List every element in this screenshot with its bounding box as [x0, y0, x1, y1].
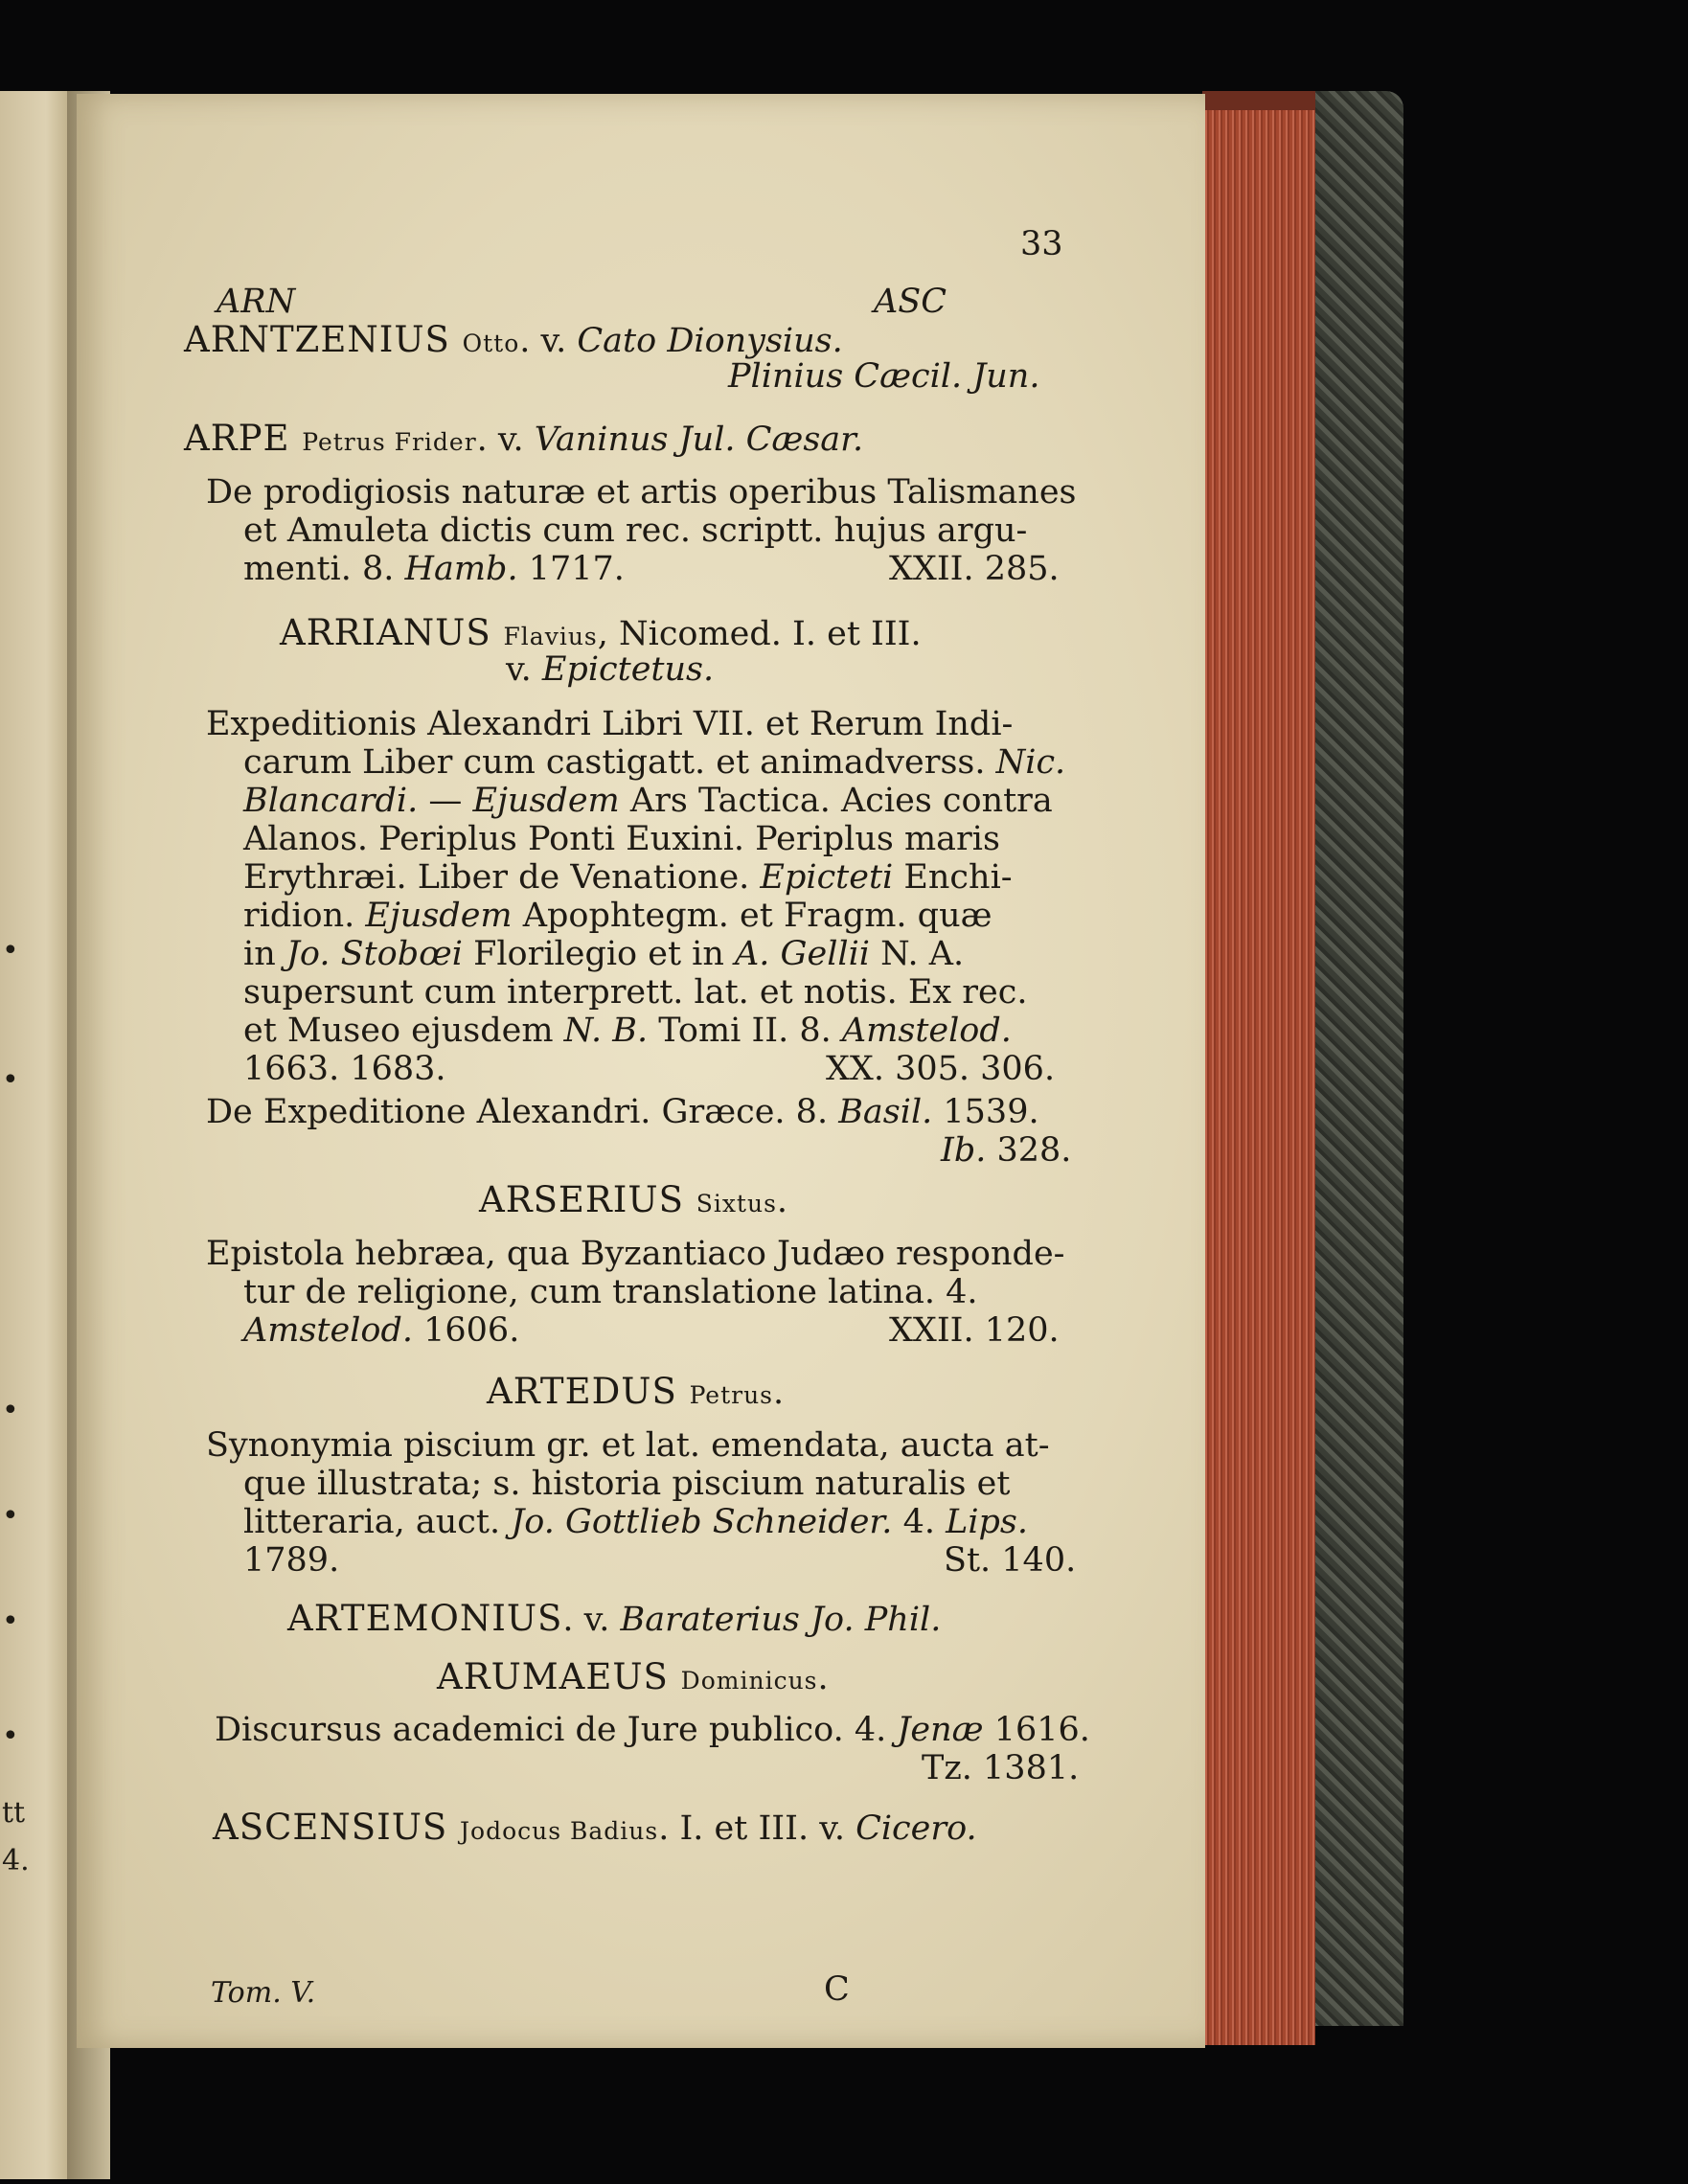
text-run: —: [418, 782, 473, 820]
text-run: Expeditionis Alexandri Libri VII. et Rerum Indi-: [206, 705, 1014, 743]
text-line-l22: [206, 1235, 1065, 1273]
text-line-l29b: [944, 1541, 1077, 1580]
text-line-l01: [184, 319, 843, 360]
text-run: 1539.: [932, 1093, 1039, 1131]
text-line-l14: [243, 899, 992, 933]
text-line-l07: [280, 612, 922, 653]
text-line-l16: [243, 973, 1028, 1012]
text-run: in: [243, 935, 286, 973]
text-run: v.: [506, 650, 542, 689]
text-run: 1789.: [243, 1541, 340, 1580]
text-run: .: [776, 1182, 788, 1220]
footer-volume: Tom. V.: [211, 1976, 316, 2010]
left-page-mark: •: [2, 1063, 19, 1097]
signature-mark: C: [824, 1970, 850, 2009]
text-line-l34: [213, 1809, 977, 1846]
text-run: . v.: [519, 322, 578, 360]
text-run: De Expeditione Alexandri. Græce. 8.: [206, 1093, 839, 1131]
text-run: N. A.: [870, 935, 965, 973]
left-page-mark: •: [2, 1499, 19, 1533]
page-number: 33: [1020, 225, 1063, 263]
text-run: que illustrata; s. historia piscium naturalis et: [243, 1465, 1011, 1503]
text-run: A. Gellii: [735, 935, 870, 973]
text-line-l26: [206, 1426, 1050, 1465]
text-run: Petrus Frider: [302, 428, 477, 456]
left-page-mark: tt: [2, 1796, 26, 1830]
text-line-l06: [243, 550, 625, 588]
text-run: ARPE: [184, 418, 303, 459]
text-run: Cato Dionysius.: [577, 322, 843, 360]
text-run: Nic.: [995, 743, 1066, 782]
text-line-l24: [243, 1311, 520, 1350]
text-run: et Museo ejusdem: [243, 1012, 564, 1050]
left-page-mark: •: [2, 1604, 19, 1638]
text-run: Flavius: [503, 623, 598, 650]
text-run: 1717.: [517, 550, 625, 588]
text-run: Ib.: [941, 1131, 987, 1170]
text-run: . v.: [476, 421, 535, 459]
text-run: St. 140.: [944, 1541, 1077, 1580]
text-line-l27: [243, 1467, 1010, 1501]
text-run: Ejusdem: [365, 897, 513, 935]
left-page-edge: [0, 91, 77, 2179]
left-page-mark: •: [2, 934, 19, 967]
text-run: XXII. 120.: [889, 1311, 1060, 1350]
text-line-l08: [506, 650, 715, 689]
text-run: XXII. 285.: [889, 550, 1060, 588]
running-head-right: ASC: [874, 283, 947, 321]
text-run: ASCENSIUS: [213, 1807, 461, 1848]
text-run: Tz. 1381.: [922, 1749, 1080, 1787]
text-line-l33: [922, 1749, 1080, 1787]
text-run: Otto: [462, 330, 520, 357]
text-line-l02: [728, 357, 1040, 396]
text-run: Sixtus: [696, 1190, 777, 1217]
text-run: Amstelod.: [243, 1311, 413, 1350]
text-run: De prodigiosis naturæ et artis operibus Talismanes: [206, 473, 1077, 512]
text-line-l29: [243, 1541, 340, 1580]
text-run: XX. 305. 306.: [826, 1050, 1056, 1088]
text-run: supersunt cum interprett. lat. et notis. Ex rec.: [243, 973, 1028, 1012]
text-run: .: [817, 1659, 829, 1697]
left-page-mark: 4.: [2, 1844, 30, 1877]
text-run: Ejusdem: [472, 782, 620, 820]
text-line-l06b: [889, 550, 1060, 588]
text-line-l23: [243, 1273, 978, 1311]
text-run: Apophtegm. et Fragm. quæ: [512, 897, 992, 935]
text-run: Baraterius Jo. Phil.: [620, 1601, 942, 1639]
text-run: Vaninus Jul. Cæsar.: [534, 421, 864, 459]
text-run: 4.: [892, 1503, 947, 1541]
text-run: Jenæ: [897, 1711, 984, 1749]
left-page-mark: •: [2, 1719, 19, 1753]
text-line-l25: [487, 1371, 785, 1412]
text-run: . I. et III. v.: [658, 1809, 856, 1848]
text-run: Enchi-: [893, 858, 1013, 897]
text-run: , Nicomed. I. et III.: [597, 615, 922, 653]
text-run: 328.: [986, 1131, 1072, 1170]
text-line-l13: [243, 858, 1013, 897]
text-run: 1616.: [983, 1711, 1090, 1749]
page-edges: [1202, 96, 1315, 2045]
text-run: 1663. 1683.: [243, 1050, 446, 1088]
text-line-l12: [243, 820, 1000, 858]
text-run: Erythræi. Liber de Venatione.: [243, 858, 761, 897]
text-run: Florilegio et in: [462, 935, 736, 973]
text-line-l31: [437, 1656, 829, 1697]
text-run: . v.: [562, 1601, 621, 1639]
text-run: Discursus academici de Jure publico. 4.: [215, 1711, 898, 1749]
text-run: ARTEMONIUS: [287, 1598, 563, 1639]
text-line-l17: [243, 1014, 1012, 1048]
text-run: Blancardi.: [243, 782, 419, 820]
text-run: Ars Tactica. Acies contra: [619, 782, 1053, 820]
text-run: ARTEDUS: [487, 1371, 690, 1412]
text-run: ARNTZENIUS: [184, 319, 463, 360]
text-run: litteraria, auct.: [243, 1503, 512, 1541]
text-run: ARUMAEUS: [437, 1656, 681, 1697]
text-run: Jodocus Badius: [460, 1817, 659, 1845]
text-run: Plinius Cæcil. Jun.: [728, 357, 1040, 396]
text-run: Epictetus.: [541, 650, 715, 689]
text-line-l18b: [826, 1050, 1056, 1088]
text-line-l24b: [889, 1311, 1060, 1350]
text-line-l32: [215, 1711, 1090, 1749]
text-run: tur de religione, cum translatione latina. 4.: [243, 1273, 978, 1311]
text-run: Epistola hebræa, qua Byzantiaco Judæo responde-: [206, 1235, 1065, 1273]
text-run: Epicteti: [760, 858, 894, 897]
text-run: Dominicus: [680, 1667, 818, 1695]
text-run: ridion.: [243, 897, 366, 935]
text-run: Cicero.: [855, 1809, 977, 1848]
text-line-l20: [941, 1131, 1072, 1170]
text-line-l10: [243, 743, 1066, 782]
text-run: Lips.: [946, 1503, 1029, 1541]
text-run: ARSERIUS: [479, 1179, 696, 1220]
text-line-l15: [243, 935, 965, 973]
text-line-l18: [243, 1050, 446, 1088]
left-page-marks: [0, 91, 77, 2179]
text-line-l21: [479, 1179, 788, 1220]
text-run: N. B.: [563, 1012, 649, 1050]
text-line-l09: [206, 705, 1014, 743]
left-page-mark: •: [2, 1394, 19, 1427]
text-run: Basil.: [838, 1093, 933, 1131]
text-run: ARRIANUS: [280, 612, 504, 653]
text-line-l11: [243, 782, 1053, 820]
page-edge-top: [1202, 91, 1315, 110]
text-run: Tomi II. 8.: [648, 1012, 842, 1050]
text-line-l19: [206, 1093, 1039, 1131]
text-run: Amstelod.: [841, 1012, 1012, 1050]
text-run: et Amuleta dictis cum rec. scriptt. hujus argu-: [243, 512, 1028, 550]
text-line-l03: [184, 418, 864, 459]
text-run: carum Liber cum castigatt. et animadverss.: [243, 743, 996, 782]
text-line-l30: [287, 1598, 942, 1639]
text-run: menti. 8.: [243, 550, 405, 588]
running-head-left: ARN: [217, 283, 296, 321]
text-run: Petrus: [689, 1381, 773, 1409]
text-run: 1606.: [413, 1311, 520, 1350]
text-line-l05: [243, 514, 1027, 548]
text-run: .: [773, 1374, 785, 1412]
text-line-l28: [243, 1503, 1029, 1541]
text-run: Jo. Gottlieb Schneider.: [511, 1503, 893, 1541]
text-line-l04: [206, 473, 1077, 512]
book-page: [77, 94, 1205, 2048]
text-run: Hamb.: [404, 550, 518, 588]
text-run: Jo. Stobœi: [285, 935, 463, 973]
text-run: Alanos. Periplus Ponti Euxini. Periplus maris: [243, 820, 1000, 858]
text-run: Synonymia piscium gr. et lat. emendata, aucta at-: [206, 1426, 1050, 1465]
